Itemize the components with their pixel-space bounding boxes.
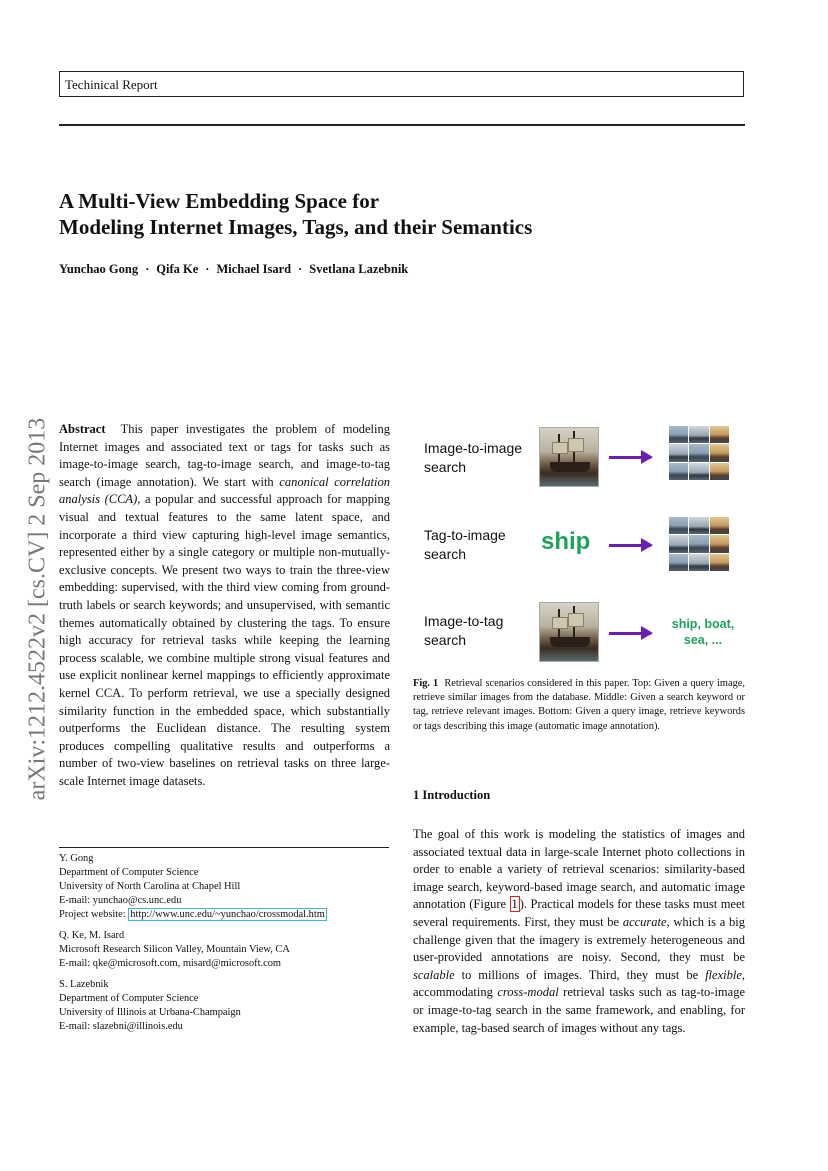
affiliation-univ: University of North Carolina at Chapel Hill — [59, 881, 241, 892]
arrow-icon — [609, 544, 651, 547]
affiliation-name: Y. Gong — [59, 853, 94, 864]
affiliation-name: S. Lazebnik — [59, 979, 109, 990]
affiliation-name: Q. Ke, M. Isard — [59, 930, 125, 941]
author-separator: · — [205, 262, 210, 276]
author-name: Michael Isard — [216, 262, 292, 276]
report-label: Techinical Report — [65, 77, 158, 92]
report-header-box — [59, 71, 744, 97]
abstract-label: Abstract — [59, 422, 106, 436]
emphasis: accurate — [622, 914, 667, 929]
emphasis: cross-modal — [497, 985, 559, 1000]
affiliation-lazebnik — [59, 978, 399, 1034]
result-image-grid — [669, 426, 729, 480]
figure-caption — [413, 677, 745, 734]
introduction-paragraph: The goal of this work is modeling the statistics of images and associated textual data in large-scale Internet photo collections in order to enable a variety of retrieval scenarios: similarity-based image search, keyword-based image search, and automatic image annotation (Figure 1 ). Practical models for these tasks must meet several requirements. First, they must be accurate, which is a big challenge given that the imagery is extremely heterogeneous and user-provided annotations are noisy. Second, they must be scalable to millions of images. Third, they must be flexible, accommodating cross-modal retrieval tasks such as tag-to-image or image-to-tag search in the same framework, and enabling, for example, tag-based search of images without any tags. — [413, 827, 745, 1035]
query-ship-image — [539, 427, 599, 487]
affiliation-email: E-mail: slazebni@illinois.edu — [59, 1021, 183, 1032]
website-label: Project website: — [59, 909, 129, 920]
emphasis: flexible — [705, 967, 742, 982]
title-line-1: A Multi-View Embedding Space for — [59, 189, 380, 213]
project-website — [59, 908, 399, 922]
paper-title — [59, 188, 532, 240]
footnote-rule — [59, 847, 389, 848]
affiliation-univ: University of Illinois at Urbana-Champaign — [59, 1007, 241, 1018]
affiliation-footnotes — [59, 852, 399, 1041]
affiliation-gong — [59, 852, 399, 922]
figure-1 — [413, 420, 745, 670]
title-line-2: Modeling Internet Images, Tags, and their Semantics — [59, 215, 533, 239]
caption-label: Fig. 1 — [413, 678, 439, 689]
project-website-link[interactable]: http://www.unc.edu/~yunchao/crossmodal.htm — [130, 909, 325, 920]
affiliation-email: E-mail: yunchao@cs.unc.edu — [59, 895, 182, 906]
author-separator: · — [145, 262, 150, 276]
result-image-grid — [669, 517, 729, 571]
affiliation-email: E-mail: qke@microsoft.com, misard@microsoft.com — [59, 958, 281, 969]
author-name: Qifa Ke — [156, 262, 199, 276]
section-heading-introduction: 1 Introduction — [413, 788, 491, 802]
affiliation-ke-isard — [59, 929, 399, 971]
affiliation-dept: Department of Computer Science — [59, 867, 199, 878]
arrow-icon — [609, 632, 651, 635]
arrow-icon — [609, 456, 651, 459]
row-label-image-to-image: Image-to-image search — [424, 440, 523, 475]
row-label-tag-to-image: Tag-to-image search — [424, 527, 506, 562]
query-ship-image — [539, 602, 599, 662]
arxiv-identifier: arXiv:1212.4522v2 [cs.CV] 2 Sep 2013 — [24, 417, 51, 801]
affiliation-org: Microsoft Research Silicon Valley, Mountain View, CA — [59, 944, 290, 955]
abstract — [59, 421, 390, 790]
affiliation-dept: Department of Computer Science — [59, 993, 199, 1004]
author-name: Svetlana Lazebnik — [309, 262, 409, 276]
header-rule — [59, 124, 745, 126]
result-tags: ship, boat, sea, ... — [671, 617, 735, 647]
arxiv-sidebar — [20, 381, 56, 837]
author-separator: · — [298, 262, 303, 276]
emphasis: scalable — [413, 967, 455, 982]
author-name: Yunchao Gong — [59, 262, 139, 276]
abstract-emphasis: canonical correlation analysis (CCA) — [59, 474, 390, 507]
row-label-image-to-tag: Image-to-tag search — [424, 613, 504, 648]
abstract-text: This paper investigates the problem of modeling Internet images and associated text or tags for tasks such as image-to-image search, tag-to-image search, and image-to-tag search (image annotation). We start with — [59, 422, 390, 489]
query-tag-ship: ship — [541, 528, 591, 555]
caption-text: Retrieval scenarios considered in this paper. Top: Given a query image, retrieve similar images from the database. Middle: Given a search keyword or tag, retrieve relevant images. Bottom: Given a query image, retrieve keywords or tags describing this image (automatic image annotation). — [413, 678, 745, 732]
author-list — [59, 262, 408, 277]
abstract-text: , a popular and successful approach for mapping visual and textual features to the same latent space, and incorporate a third view capturing high-level image semantics, represented either by a single category or multiple non-mutually-exclusive concepts. We present two ways to train the three-view embedding: supervised, with the third view coming from ground-truth labels or search keywords; and unsupervised, with semantic themes automatically obtained by clustering the tags. To ensure high accuracy for retrieval tasks while keeping the learning process scalable, we combine multiple strong visual features and use explicit nonlinear kernel mappings to efficiently approximate kernel CCA. To perform retrieval, we use a specially designed similarity function in the embedded space, which substantially outperforms the Euclidean distance. The resulting system produces compelling qualitative results and outperforms a number of two-view baselines on retrieval tasks on three large-scale Internet image datasets. — [59, 492, 390, 788]
figure-reference-link[interactable]: 1 — [511, 897, 518, 912]
